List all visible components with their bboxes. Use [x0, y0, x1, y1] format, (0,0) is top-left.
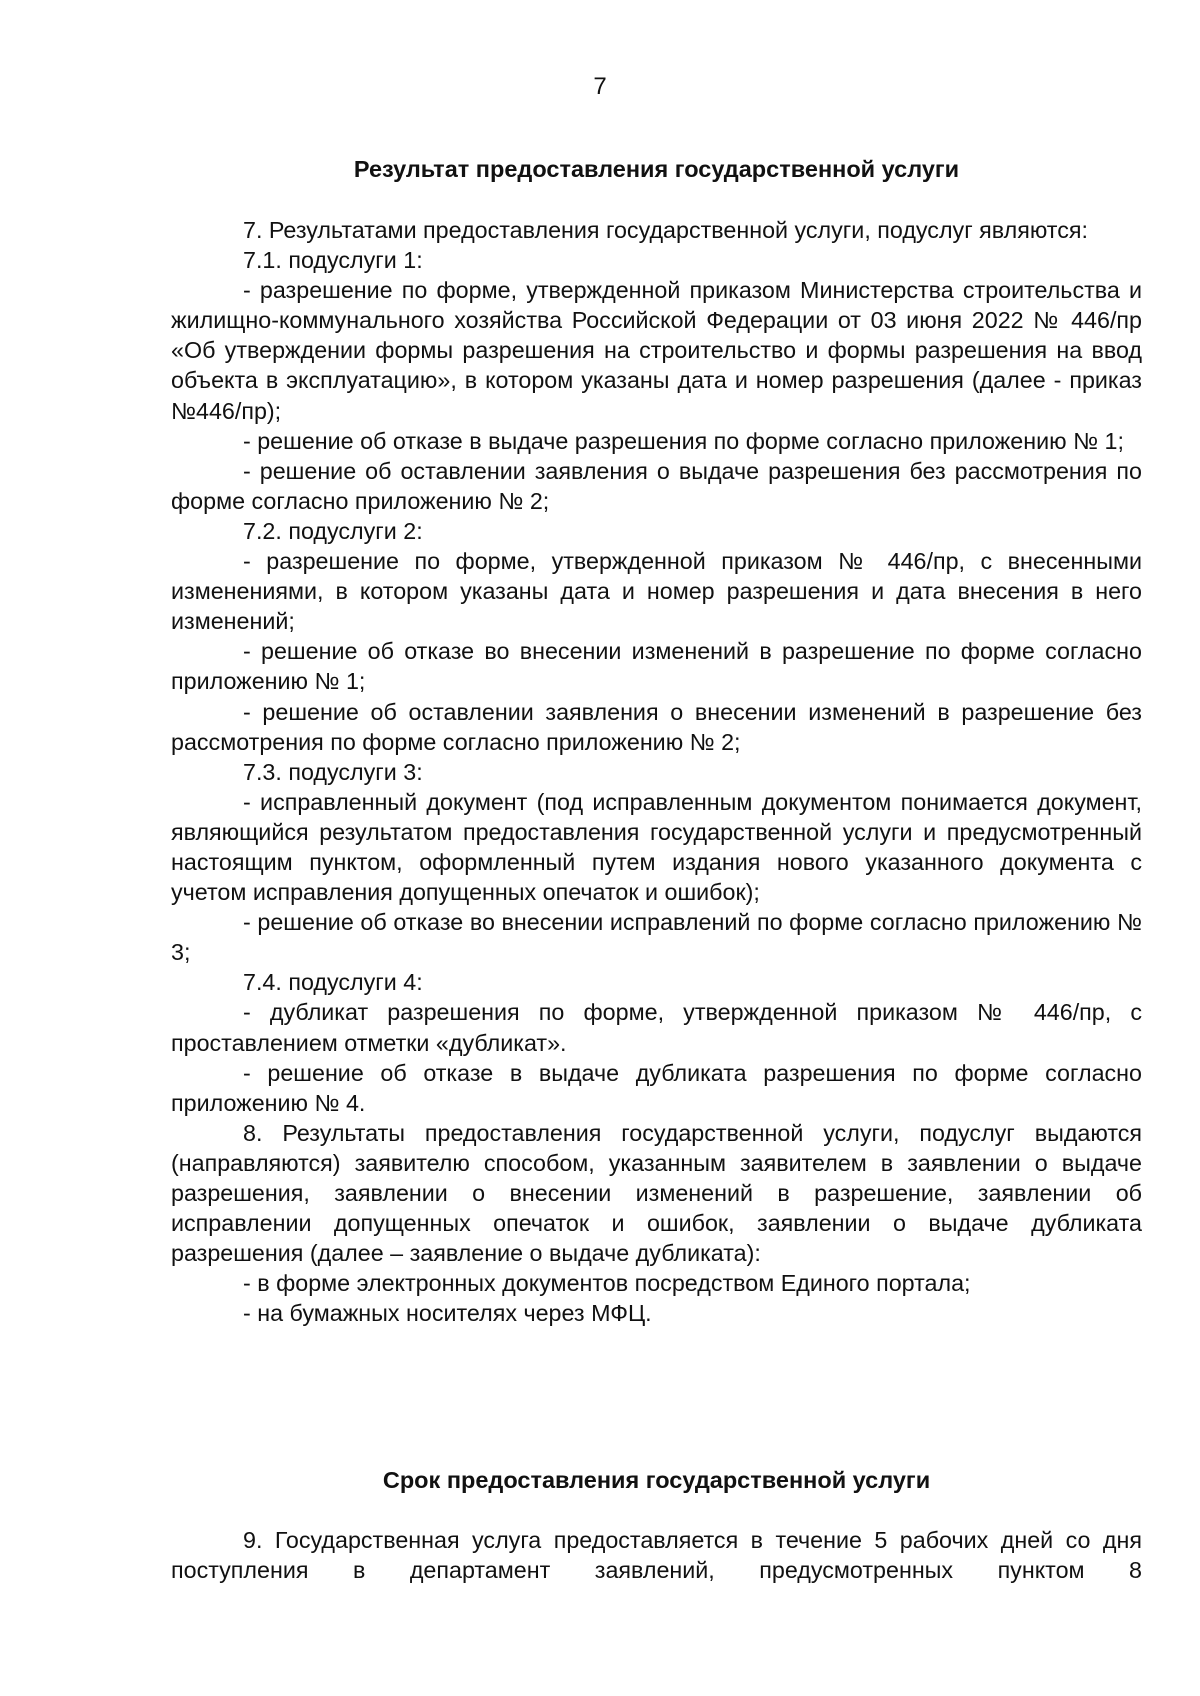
- list-item: - на бумажных носителях через МФЦ.: [243, 1300, 652, 1327]
- list-item: - решение об отказе во внесении изменений в разрешение по форме согласно приложению № 1;: [171, 638, 1142, 695]
- list-item: - в форме электронных документов посредством Единого портала;: [243, 1270, 971, 1297]
- list-item: - решение об оставлении заявления о внесении изменений в разрешение без рассмотрения по форме согласно приложению № 2;: [171, 698, 1142, 755]
- paragraph-9: 9. Государственная услуга предоставляется в течение 5 рабочих дней со дня поступления в департамент заявлений, предусмотренных пунктом 8: [171, 1527, 1142, 1584]
- subsection-7-3-title: 7.3. подуслуги 3:: [243, 758, 423, 785]
- list-item: - исправленный документ (под исправленным документом понимается документ, являющийся результатом предоставления государственной услуги и предусмотренный настоящим пунктом, оформленный путем издания нового указанного документа с учетом исправления допущенных опечаток и ошибок);: [171, 788, 1142, 906]
- paragraph-8: 8. Результаты предоставления государственной услуги, подуслуг выдаются (направляются) заявителю способом, указанным заявителем в заявлении о выдаче разрешения, заявлении о внесении изменений в разрешение, заявлении об исправлении допущенных опечаток и ошибок, заявлении о выдаче дубликата разрешения (далее – заявление о выдаче дубликата):: [171, 1119, 1142, 1267]
- page-number: 7: [593, 73, 607, 100]
- subsection-7-4-title: 7.4. подуслуги 4:: [243, 969, 423, 996]
- section-heading-term: Срок предоставления государственной услуги: [382, 1467, 931, 1493]
- section-body-term: [171, 1525, 1142, 1585]
- list-item: - решение об отказе в выдаче разрешения по форме согласно приложению № 1;: [243, 427, 1124, 454]
- subsection-7-2-title: 7.2. подуслуги 2:: [243, 517, 423, 544]
- subsection-7-1-title: 7.1. подуслуги 1:: [243, 247, 423, 274]
- list-item: - решение об оставлении заявления о выдаче разрешения без рассмотрения по форме согласно приложению № 2;: [171, 457, 1142, 514]
- section-heading-result: Результат предоставления государственной услуги: [353, 156, 960, 182]
- list-item: - решение об отказе в выдаче дубликата разрешения по форме согласно приложению № 4.: [171, 1059, 1142, 1116]
- list-item: - разрешение по форме, утвержденной приказом Министерства строительства и жилищно-коммунального хозяйства Российской Федерации от 03 июня 2022 № 446/пр «Об утверждении формы разрешения на строительство и формы разрешения на ввод объекта в эксплуатацию», в котором указаны дата и номер разрешения (далее - приказ №446/пр);: [171, 277, 1142, 424]
- list-item: - решение об отказе во внесении исправлений по форме согласно приложению № 3;: [171, 909, 1142, 966]
- list-item: - дубликат разрешения по форме, утвержденной приказом № 446/пр, с проставлением отметки «дубликат».: [171, 999, 1142, 1056]
- paragraph-7: 7. Результатами предоставления государственной услуги, подуслуг являются:: [243, 217, 1088, 243]
- section-body-result: [171, 215, 1142, 1328]
- list-item: - разрешение по форме, утвержденной приказом № 446/пр, с внесенными изменениями, в котором указаны дата и номер разрешения и дата внесения в него изменений;: [171, 548, 1142, 635]
